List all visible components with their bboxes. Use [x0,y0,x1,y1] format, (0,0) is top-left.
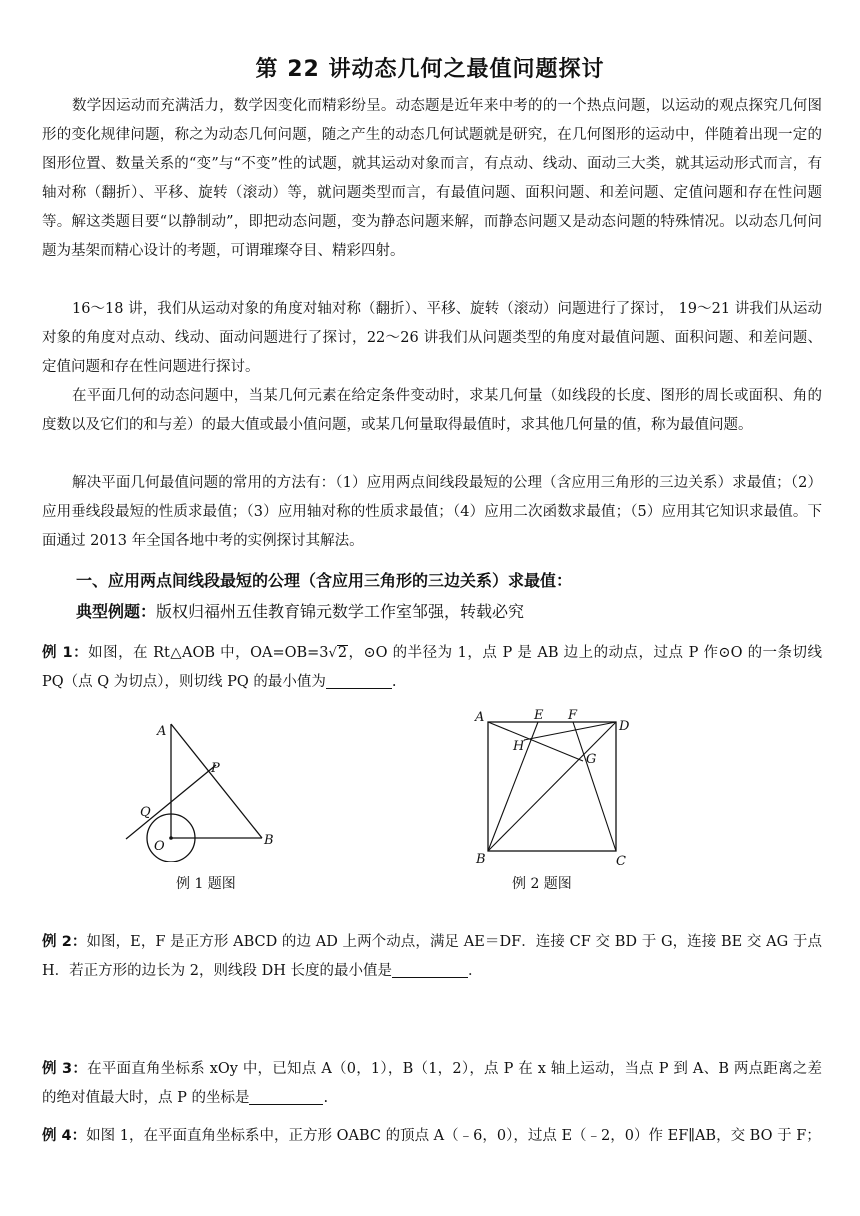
figure-2-diagram [470,703,640,868]
intro-paragraph-2: 16～18 讲，我们从运动对象的角度对轴对称（翻折）、平移、旋转（滚动）问题进行了探讨， 19～21 讲我们从运动对象的角度对点动、线动、面动问题进行了探讨，22～26 讲我们从问题类型的角度对最值问题、面积问题、和差问题、定值问题和存在性问题进行探讨。 [42,301,822,375]
fig2-segment-CF [573,722,616,851]
example-1 [42,639,822,697]
example-3-end: . [323,1090,329,1106]
example-1-label: 例 1： [42,645,89,661]
example-2-text: 如图，E，F 是正方形 ABCD 的边 AD 上两个动点，满足 AE＝DF．连接 CF 交 BD 于 G，连接 BE 交 AG 于点 H．若正方形的边长为 2，则线段 DH 长度的最小值是 [42,934,822,979]
example-1-text-a: 如图，在 Rt△AOB 中，OA=OB=3 [88,645,329,661]
example-2-end: ． [467,963,483,979]
sqrt-sign: √ [328,646,337,661]
fig1-side-AB [171,724,262,838]
example-2 [42,928,822,986]
example-1-text-c: . [391,674,397,690]
fig1-label-A: A [157,724,167,739]
example-4 [42,1122,822,1151]
fig2-segment-DH [524,722,616,740]
fig1-label-Q: Q [140,805,151,820]
fig1-label-P: P [211,761,220,776]
intro-paragraph-4: 解决平面几何最值问题的常用的方法有：（1）应用两点间线段最短的公理（含应用三角形的三边关系）求最值；（2）应用垂线段最短的性质求最值；（3）应用轴对称的性质求最值；（4）应用二次函数求最值；（5）应用其它知识求最值。下面通过 2013 年全国各地中考的实例探讨其解法。 [42,475,822,549]
example-4-text: 如图 1，在平面直角坐标系中，正方形 OABC 的顶点 A（﹣6，0），过点 E（﹣2，0）作 EF∥AB，交 BO 于 F； [86,1128,821,1144]
typical-examples-line [76,599,524,622]
fig2-label-G: G [586,752,597,767]
fig2-label-A: A [475,710,485,725]
fig2-label-D: D [619,719,630,734]
fig2-diagonal-BD [488,722,616,851]
fig2-label-F: F [568,708,578,723]
fig1-center-point [169,836,173,840]
figure-1-diagram [110,712,290,862]
example-3-label: 例 3： [42,1061,88,1077]
example-3 [42,1055,822,1113]
fig1-label-B: B [264,833,274,848]
intro-paragraph-3: 在平面几何的动态问题中，当某几何元素在给定条件变动时，求某几何量（如线段的长度、图形的周长或面积、角的度数以及它们的和与差）的最大值或最小值问题，或某几何量取得最值时，求其他几何量的值，称为最值问题。 [42,388,822,433]
fig2-label-C: C [616,854,626,868]
example-1-text-b: ，⊙O 的半径为 1，点 P 是 AB 边上的动点，过点 P 作⊙O 的一条切线 PQ（点 Q 为切点），则切线 PQ 的最小值为 [42,645,823,690]
typical-examples-text: 版权归福州五佳教育锦元数学工作室邹强，转载必究 [156,602,525,621]
page-title: 第 22 讲动态几何之最值问题探讨 [255,57,605,82]
section-heading-1: 一、应用两点间线段最短的公理（含应用三角形的三边关系）求最值： [76,571,573,590]
fig2-label-B: B [476,852,486,867]
example-3-text: 在平面直角坐标系 xOy 中，已知点 A（0，1），B（1，2），点 P 在 x 轴上运动，当点 P 到 A、B 两点距离之差的绝对值最大时，点 P 的坐标是 [42,1061,822,1106]
example-2-label: 例 2： [42,934,87,950]
fig2-label-E: E [534,708,544,723]
answer-blank-1 [326,672,392,689]
example-4-label: 例 4： [42,1128,87,1144]
answer-blank-3 [249,1088,323,1105]
fig1-label-O: O [154,839,165,854]
typical-examples-label: 典型例题： [76,602,157,621]
intro-paragraph-1: 数学因运动而充满活力，数学因变化而精彩纷呈。动态题是近年来中考的的一个热点问题，以运动的观点探究几何图形的变化规律问题，称之为动态几何问题，随之产生的动态几何试题就是研究，在几何图形的运动中，伴随着出现一定的图形位置、数量关系的“变”与“不变”性的试题，就其运动对象而言，有点动、线动、面动三大类，就其运动形式而言，有轴对称（翻折）、平移、旋转（滚动）等，就问题类型而言，有最值问题、面积问题、和差问题、定值问题和存在性问题等。解这类题目要“以静制动”，即把动态问题，变为静态问题来解，而静态问题又是动态问题的特殊情况。以动态几何问题为基架而精心设计的考题，可谓璀璨夺目、精彩四射。 [42,98,822,259]
sqrt-radicand: 2 [337,645,348,661]
fig2-label-H: H [513,739,525,754]
answer-blank-2 [392,961,468,978]
figure-2-caption: 例 2 题图 [512,876,572,892]
figure-1-caption: 例 1 题图 [176,876,236,892]
